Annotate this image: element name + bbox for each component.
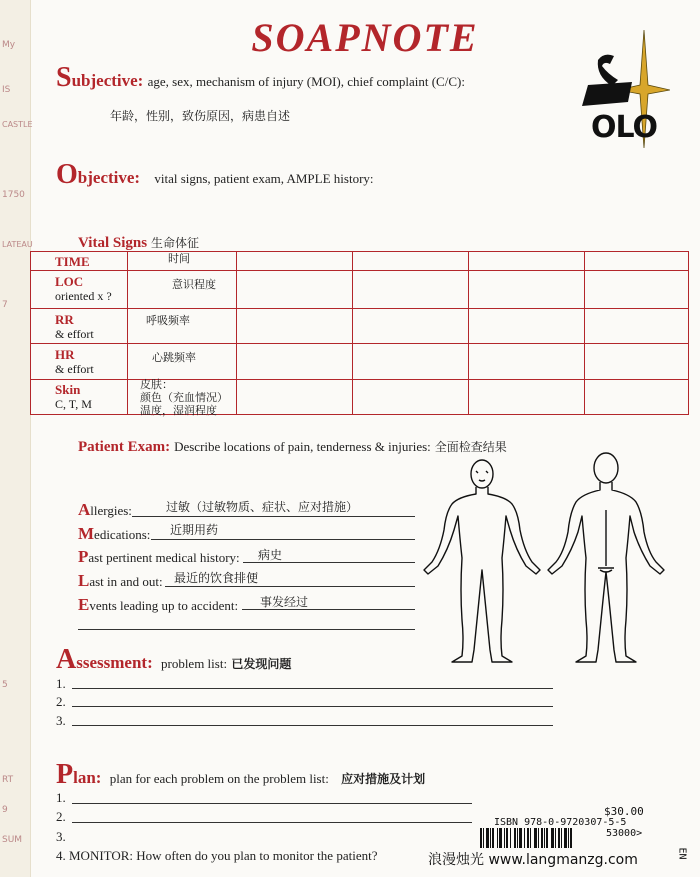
events-label: Events leading up to accident:	[78, 595, 239, 614]
table-cell[interactable]	[585, 344, 689, 380]
assessment-line-3[interactable]	[72, 725, 553, 726]
plan-line-1[interactable]	[72, 803, 472, 804]
logo-text: OLO	[590, 110, 658, 145]
allergies-cn: 过敏（过敏物质、症状、应对措施）	[166, 500, 359, 514]
table-cell[interactable]	[469, 344, 585, 380]
margin-label: 7	[2, 300, 8, 310]
last-in-out-line[interactable]	[165, 586, 415, 587]
row-label: RR & effort	[31, 309, 128, 344]
price-label: $30.00	[604, 805, 644, 818]
table-row	[31, 252, 689, 271]
last-in-out-label: Last in and out:	[78, 571, 163, 590]
table-cell[interactable]	[469, 271, 585, 309]
table-cell[interactable]	[585, 271, 689, 309]
monitor-question: 4. MONITOR: How often do you plan to monitor the patient?	[56, 848, 378, 863]
table-cell[interactable]: 皮肤： 颜色（充血情况） 温度，湿润程度	[128, 380, 237, 415]
table-cell[interactable]	[585, 252, 689, 271]
margin-label: SUM	[2, 835, 23, 845]
table-cell[interactable]	[585, 380, 689, 415]
objective-desc: vital signs, patient exam, AMPLE history:	[154, 171, 374, 186]
table-cell[interactable]	[469, 380, 585, 415]
assessment-line-1[interactable]	[72, 688, 553, 689]
table-cell[interactable]: 意识程度	[128, 271, 237, 309]
events-cn: 事发经过	[260, 595, 309, 609]
row-label: LOC oriented x ?	[31, 271, 128, 309]
table-cell[interactable]	[353, 252, 469, 271]
table-cell[interactable]	[353, 309, 469, 344]
table-cell[interactable]	[237, 309, 353, 344]
watermark-text: 浪漫烛光 www.langmanzg.com	[428, 852, 638, 868]
row-label: HR & effort	[31, 344, 128, 380]
history-label: Past pertinent medical history:	[78, 547, 240, 566]
margin-label: RT	[2, 775, 14, 785]
subjective-desc: age, sex, mechanism of injury (MOI), chief complaint (C/C):	[147, 74, 465, 89]
table-row	[31, 380, 689, 415]
table-row	[31, 344, 689, 380]
assessment-item-2: 2.	[56, 694, 66, 709]
margin-label: 5	[2, 680, 8, 690]
vital-signs-table	[30, 251, 689, 415]
medications-line[interactable]	[151, 539, 415, 540]
table-cell[interactable]: 心跳频率	[128, 344, 237, 380]
plan-line-2[interactable]	[72, 822, 472, 823]
table-cell[interactable]	[469, 252, 585, 271]
allergies-line[interactable]	[132, 516, 415, 517]
edge-text: EN	[676, 847, 688, 860]
solo-logo	[578, 30, 670, 150]
margin-label: My	[2, 40, 16, 50]
margin-label: IS	[2, 85, 11, 95]
objective-heading: Objective: vital signs, patient exam, AMPLE history:	[56, 159, 374, 190]
medications-label: Medications:	[78, 524, 151, 543]
margin-label: LATEAU	[2, 240, 33, 249]
row-label: TIME	[31, 252, 128, 271]
table-cell[interactable]	[353, 344, 469, 380]
table-cell[interactable]: 时间	[128, 252, 237, 271]
history-cn: 病史	[258, 548, 283, 562]
table-cell[interactable]	[469, 309, 585, 344]
assessment-item-1: 1.	[56, 676, 66, 691]
barcode	[480, 828, 598, 848]
table-cell[interactable]	[237, 344, 353, 380]
plan-item-2: 2.	[56, 809, 66, 824]
plan-item-1: 1.	[56, 790, 66, 805]
subjective-heading: Subjective: age, sex, mechanism of injury (MOI), chief complaint (C/C):	[56, 62, 465, 93]
row-label: Skin C, T, M	[31, 380, 128, 415]
page-title: SOAPNOTE	[251, 15, 479, 60]
margin-label: CASTLE	[2, 120, 33, 129]
map-margin	[0, 0, 31, 877]
body-diagram-icon[interactable]	[418, 450, 688, 665]
table-cell[interactable]: 呼吸频率	[128, 309, 237, 344]
table-row	[31, 309, 689, 344]
margin-label: 9	[2, 805, 8, 815]
last-in-out-cn: 最近的饮食排便	[174, 571, 259, 585]
table-cell[interactable]	[353, 271, 469, 309]
isbn-label: ISBN 978-0-9720307-5-5	[494, 817, 627, 828]
plan-item-3: 3.	[56, 829, 66, 844]
table-row	[31, 271, 689, 309]
table-cell[interactable]	[237, 252, 353, 271]
table-cell[interactable]	[237, 271, 353, 309]
extra-line[interactable]	[78, 629, 415, 630]
table-cell[interactable]	[585, 309, 689, 344]
assessment-line-2[interactable]	[72, 706, 553, 707]
barcode-number: 53000>	[606, 828, 643, 839]
table-cell[interactable]	[237, 380, 353, 415]
table-cell[interactable]	[353, 380, 469, 415]
subjective-cn: 年龄，性别，致伤原因，病患自述	[110, 109, 291, 123]
medications-cn: 近期用药	[170, 523, 219, 537]
plan-heading: Plan: plan for each problem on the problem list: 应对措施及计划	[56, 759, 426, 790]
vital-signs-heading: Vital Signs 生命体征	[78, 235, 200, 251]
assessment-item-3: 3.	[56, 713, 66, 728]
assessment-heading: Assessment: problem list: 已发现问题	[56, 644, 292, 675]
allergies-label: Allergies:	[78, 500, 132, 519]
patient-exam-heading: Patient Exam: Describe locations of pain, tenderness & injuries: 全面检查结果	[78, 439, 507, 455]
margin-label: 1750	[2, 190, 25, 200]
